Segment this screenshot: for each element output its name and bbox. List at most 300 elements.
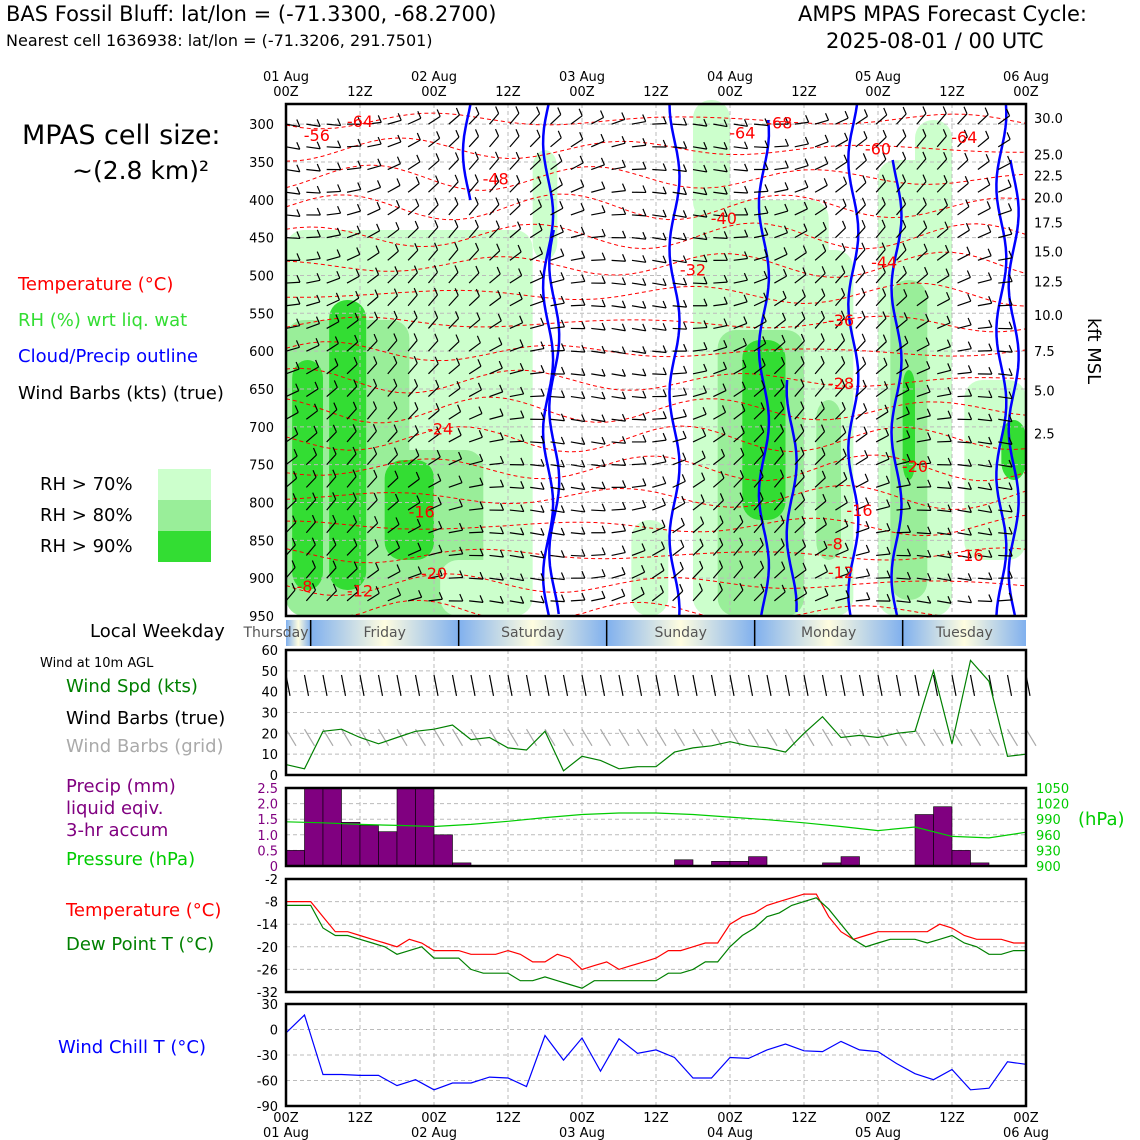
wind-barb <box>897 136 906 146</box>
wind-barb <box>612 531 626 533</box>
wind-barb-flag <box>622 546 625 553</box>
wind-barb <box>958 207 969 215</box>
precip-bar <box>397 788 416 866</box>
precip-label-2: liquid eqiv. <box>66 798 164 819</box>
wind-barb-flag <box>643 500 646 507</box>
pressure-tick-label: 550 <box>249 307 274 323</box>
hpa-unit: (hPa) <box>1078 809 1125 830</box>
wind-barb <box>510 113 519 124</box>
pressure-tick-label: 960 <box>1036 828 1061 844</box>
wind-barb <box>327 213 341 215</box>
wind-barb <box>591 165 604 170</box>
wind-barb-flag <box>455 152 458 159</box>
wind-barb <box>978 303 992 305</box>
wind-barb-flag <box>561 296 564 303</box>
wind-barb <box>286 170 300 172</box>
wind-barb <box>754 147 768 148</box>
wind-barb-flag <box>643 346 646 353</box>
wind-barb-flag <box>684 141 687 148</box>
wind-barb <box>652 283 666 285</box>
wind-barb <box>998 163 1010 170</box>
precip-bar <box>749 857 768 866</box>
wind-barb-true <box>786 675 790 696</box>
precip-bar <box>952 850 971 866</box>
bottom-date-label: 03 Aug <box>558 1126 606 1140</box>
wind-barb-flag <box>623 231 626 238</box>
windchill-tick-label: -60 <box>256 1074 278 1090</box>
wind-barb <box>591 555 605 556</box>
wind-barb <box>591 212 605 215</box>
wind-barb <box>612 260 626 261</box>
wind-barb <box>673 328 687 329</box>
precip-tick-label: 1.5 <box>257 813 278 829</box>
wind-barb-flag <box>806 115 809 122</box>
wind-barb-flag <box>842 243 845 250</box>
wind-barb-flag <box>582 322 585 329</box>
temp-label: Temperature (°C) <box>66 900 222 921</box>
wind-barb-flag <box>643 185 646 192</box>
wind-barb <box>408 162 420 170</box>
wind-barb <box>571 374 585 376</box>
wind-barb-flag <box>602 205 605 212</box>
wind-barb-flag <box>989 367 992 374</box>
wind-barb-grid <box>638 729 648 746</box>
bottom-hour-label: 00Z <box>273 1111 299 1126</box>
wind-barb-flag <box>397 157 400 164</box>
windspd-tick-label: 40 <box>261 685 278 701</box>
wind-barb <box>449 137 459 147</box>
cross-section <box>286 100 1026 616</box>
wind-barb <box>978 161 989 169</box>
wind-barb <box>347 146 361 147</box>
wind-barb-flag <box>643 369 646 376</box>
wind-barb <box>591 260 605 261</box>
wind-barb-flag <box>559 178 562 185</box>
wind-barb-flag <box>968 365 971 372</box>
wind-barb <box>958 349 972 351</box>
wind-barb <box>571 533 585 534</box>
temperature-label: -16 <box>846 501 873 521</box>
wind-barb-flag <box>865 474 868 481</box>
wind-barb <box>367 187 380 192</box>
wind-barb <box>551 279 565 283</box>
weekday-name: Friday <box>363 625 406 641</box>
wind-barb-flag <box>862 220 865 227</box>
wind-barb-true <box>915 675 919 696</box>
wind-barb-flag <box>602 482 605 489</box>
legend-rh: RH (%) wrt liq. wat <box>18 310 188 331</box>
wind-barb-flag <box>558 108 561 115</box>
wind-barb-flag <box>541 505 544 512</box>
wind-barb <box>612 283 626 285</box>
weekday-name: Saturday <box>501 625 565 641</box>
dew-label: Dew Point T (°C) <box>66 934 215 955</box>
wind-barb <box>897 532 911 533</box>
wind-barb <box>774 189 788 192</box>
wind-barb-flag <box>643 162 646 169</box>
wind-barb-flag <box>864 131 867 138</box>
wind-barb-flag <box>903 152 906 159</box>
wind-barb-true <box>897 675 901 696</box>
pressure-tick-label: 500 <box>249 269 274 285</box>
wind-barb <box>428 205 438 215</box>
wind-barb <box>469 532 483 533</box>
wind-barb <box>835 184 846 193</box>
wind-barb-true <box>527 675 531 696</box>
wind-barb-true <box>379 675 383 696</box>
temperature-label: -36 <box>827 311 855 331</box>
wind-barb-flag <box>684 366 687 373</box>
wind-barb-true <box>952 675 956 696</box>
wind-barb-flag <box>663 163 666 170</box>
wind-barb <box>958 325 972 329</box>
temperature-label: -64 <box>346 112 374 132</box>
wind-barb <box>591 141 604 147</box>
wind-barb <box>978 232 991 238</box>
wind-barb-flag <box>496 129 499 136</box>
rh70-label: RH > 70% <box>40 474 133 495</box>
wind-barb-flag <box>456 108 459 115</box>
wind-barb-true <box>878 675 882 696</box>
wind-barb-flag <box>805 180 808 187</box>
wind-barb-flag <box>561 550 564 557</box>
wind-barb-flag <box>516 152 519 159</box>
top-hour-label: 00Z <box>865 85 891 100</box>
precip-bar <box>379 832 398 866</box>
wind-barb-flag <box>602 369 605 376</box>
bottom-date-label: 01 Aug <box>262 1126 310 1140</box>
wind-barb-true <box>638 675 642 696</box>
wind-barb-flag <box>680 562 683 569</box>
wind-barb-true <box>508 675 512 696</box>
wind-barb-grid <box>471 729 481 746</box>
wind-barb-flag <box>622 567 625 574</box>
wind-barb <box>856 457 868 464</box>
precip-bar <box>360 825 379 866</box>
wind-barb-flag <box>843 221 846 228</box>
wind-barb-flag <box>516 106 519 113</box>
wind-barb-flag <box>297 209 300 216</box>
temp-tick-label: -8 <box>265 895 278 911</box>
wind-barb-flag <box>903 129 906 136</box>
wind-barb <box>306 192 320 193</box>
temperature-label: -20 <box>901 457 929 477</box>
wind-barb <box>795 144 809 147</box>
wind-barb-flag <box>663 455 666 462</box>
wind-barb <box>652 123 666 124</box>
wind-barb-flag <box>561 460 564 467</box>
wind-barb-flag <box>663 301 666 308</box>
wind-barb-flag <box>824 200 827 207</box>
wind-barb <box>897 114 907 124</box>
wind-barb-true <box>693 675 697 696</box>
wind-barb <box>327 147 341 148</box>
top-hour-label: 00Z <box>717 85 743 100</box>
wind-barb <box>571 397 585 399</box>
wind-barb <box>571 281 585 283</box>
cloud-outline <box>670 104 680 616</box>
wind-barb-flag <box>622 112 625 119</box>
wind-barb <box>490 159 499 170</box>
wind-barb-flag <box>475 197 478 204</box>
wind-barb-flag <box>540 270 543 277</box>
wind-barb <box>612 574 625 578</box>
kft-axis-label: kft MSL <box>1083 318 1104 385</box>
wind-barb <box>510 182 520 192</box>
wind-barb <box>591 374 605 376</box>
wind-barb-flag <box>663 323 666 330</box>
wind-barb <box>998 600 1012 601</box>
wind-barb <box>652 440 666 442</box>
kft-tick-label: 12.5 <box>1034 275 1063 291</box>
precip-bar <box>915 815 934 866</box>
wind-barb-flag <box>455 197 458 204</box>
wind-barb <box>591 306 605 307</box>
wind-barb-flag <box>989 320 992 327</box>
precip-tick-label: 0.5 <box>257 844 278 860</box>
pressure-tick-label: 800 <box>249 496 274 512</box>
wind-barb <box>673 547 684 556</box>
wind-barb-flag <box>765 184 768 191</box>
wind-barb-flag <box>643 457 646 464</box>
wind-barb-flag <box>1009 227 1012 234</box>
top-date-label: 02 Aug <box>410 70 458 85</box>
wind-barb-flag <box>623 278 626 285</box>
pressure-tick-label: 900 <box>1036 860 1061 875</box>
wind-barb <box>591 442 605 444</box>
wind-barb-flag <box>541 318 544 325</box>
wind-barb-flag <box>1009 322 1012 329</box>
wind-barb <box>673 438 686 442</box>
wind-barb-true <box>619 675 623 696</box>
wind-barb-grid <box>508 729 518 746</box>
wind-barb-flag <box>297 187 300 194</box>
wind-barb-flag <box>541 596 544 603</box>
wind-barb <box>449 115 460 124</box>
rh-swatch-2 <box>158 500 211 531</box>
kft-tick-label: 30.0 <box>1034 112 1063 128</box>
wind-barb <box>612 167 626 170</box>
kft-tick-label: 15.0 <box>1034 245 1063 261</box>
wind-barb-grid <box>989 729 999 746</box>
wind-barb <box>530 601 544 603</box>
temp-tick-label: -14 <box>256 918 278 934</box>
wind-barb-flag <box>623 502 626 509</box>
wind-barb-grid <box>749 729 759 746</box>
wind-barb <box>815 120 828 124</box>
wind-barb <box>713 238 727 239</box>
wind-barb-flag <box>662 498 665 505</box>
wind-barb-flag <box>541 365 544 372</box>
wind-barb-flag <box>867 592 870 599</box>
wind-barb <box>551 327 565 329</box>
wind-barb-flag <box>643 391 646 398</box>
pressure-tick-label: 1050 <box>1036 782 1070 797</box>
wind-barb-grid <box>601 729 611 746</box>
wind-barb-flag <box>943 106 946 113</box>
pressure-tick-label: 1020 <box>1036 797 1070 813</box>
wind-barb-flag <box>683 409 686 416</box>
wind-barb-flag <box>623 480 626 487</box>
wind-barb-flag <box>862 288 865 295</box>
wind-barb-flag <box>602 548 605 555</box>
pressure-tick-label: 750 <box>249 458 274 474</box>
bottom-date-label: 02 Aug <box>410 1126 458 1140</box>
wind-barb <box>998 305 1012 306</box>
wind-barb-flag <box>455 220 458 227</box>
wind-barb-flag <box>683 453 686 460</box>
wind-barb-flag <box>602 229 605 236</box>
wind-barb <box>856 318 865 329</box>
precip-label: Precip (mm) <box>66 776 176 797</box>
wind-barb-flag <box>643 413 646 420</box>
wind-barb <box>652 328 666 330</box>
wind-barb <box>673 416 687 419</box>
wind-barb <box>612 397 626 399</box>
temperature-label: -8 <box>826 534 843 554</box>
windspd-label: Wind Spd (kts) <box>66 676 198 697</box>
wind-barb <box>856 341 865 351</box>
wind-barb-flag <box>867 569 870 576</box>
legend-temperature: Temperature (°C) <box>18 274 174 295</box>
wind-barb <box>632 283 646 285</box>
wind-barb-flag <box>437 131 440 138</box>
wind-barb <box>530 114 539 124</box>
windspd-tick-label: 30 <box>261 706 278 722</box>
wind-barb-flag <box>562 367 565 374</box>
kft-tick-label: 22.5 <box>1034 169 1063 185</box>
rh90-label: RH > 90% <box>40 536 133 557</box>
wind-barb <box>673 373 687 374</box>
windchill-tick-label: -30 <box>256 1049 278 1064</box>
wind-barb <box>428 116 440 124</box>
wind-barb-flag <box>559 154 562 161</box>
wind-barb-flag <box>964 107 967 114</box>
wind-barb-flag <box>988 273 991 280</box>
wind-barb <box>612 306 626 308</box>
wind-barb <box>632 374 646 376</box>
kft-tick-label: 10.0 <box>1034 308 1063 324</box>
wind-barb-flag <box>561 320 564 327</box>
temperature-label: -16 <box>957 545 984 565</box>
wind-barb-grid <box>1008 729 1018 746</box>
wind-barb <box>408 118 421 124</box>
wind-barb-true <box>397 675 401 696</box>
wind-barb <box>490 205 499 215</box>
wind-barb-flag <box>865 450 868 457</box>
wind-barb-grid <box>286 729 296 746</box>
wind-barb-flag <box>436 153 439 160</box>
weekday-name: Tuesday <box>935 625 993 641</box>
top-date-label: 06 Aug <box>1002 70 1050 85</box>
wind-barb <box>510 205 520 215</box>
wind-barb-flag <box>663 368 666 375</box>
wind-barb-flag <box>602 182 605 189</box>
wind-barb-true <box>1008 675 1012 696</box>
wind-barb-true <box>767 675 771 696</box>
wind-barb <box>652 418 666 419</box>
wind-barb <box>856 599 870 600</box>
wind-barb-flag <box>903 107 906 114</box>
wind-barb-flag <box>475 152 478 159</box>
wind-barb <box>673 395 687 397</box>
temperature-label: -40 <box>710 209 737 229</box>
wind-barb-flag <box>541 482 544 489</box>
precip-bar <box>323 788 342 866</box>
temperature-label: -68 <box>766 113 793 133</box>
wind-barb <box>591 510 605 511</box>
wind-barb-flag <box>537 130 540 137</box>
temperature-label: -60 <box>864 139 892 159</box>
wind-barb <box>835 206 846 215</box>
wind-barb <box>734 147 748 149</box>
top-hour-label: 00Z <box>273 85 299 100</box>
wind-barb <box>408 184 419 192</box>
wind-barb-flag <box>663 390 666 397</box>
wind-barb-flag <box>582 392 585 399</box>
wind-barb-flag <box>622 301 625 308</box>
wind-barb-flag <box>496 221 499 228</box>
wind-barb <box>510 136 519 147</box>
wind-barb-true <box>416 675 420 696</box>
wind-barb <box>286 147 300 149</box>
wind-barb-flag <box>681 540 684 547</box>
wind-barb <box>591 487 605 488</box>
wind-barb <box>612 143 626 147</box>
wind-barb-flag <box>663 476 666 483</box>
wind-barb <box>958 301 971 306</box>
wind-barb-grid <box>675 729 685 746</box>
wind-barb-flag <box>1007 132 1010 139</box>
wind-barb <box>734 170 748 171</box>
wind-barb <box>937 441 951 442</box>
wind-barb-grid <box>860 729 870 746</box>
windspd-tick-label: 10 <box>261 748 278 764</box>
pressure-tick-label: 950 <box>249 610 274 625</box>
wind-barb-flag <box>601 110 604 117</box>
wind-barb <box>388 185 400 192</box>
wind-barb-flag <box>663 210 666 217</box>
precip-tick-label: 2.0 <box>257 797 278 813</box>
kft-tick-label: 25.0 <box>1034 148 1063 164</box>
wind-barb-flag <box>602 526 605 533</box>
wind-barb <box>856 552 870 556</box>
wind-barb-flag <box>967 247 970 254</box>
wind-barb-true <box>545 675 549 696</box>
wind-barb-flag <box>561 528 564 535</box>
wind-barb-flag <box>602 569 605 576</box>
wind-barb-flag <box>862 265 865 272</box>
wind-barb-flag <box>435 198 438 205</box>
wind-barb-true <box>582 675 586 696</box>
wind-barb-flag <box>967 270 970 277</box>
rh-area <box>440 560 508 616</box>
wind-barb-true <box>971 675 975 696</box>
wind-barb-grid <box>1026 729 1036 746</box>
wind-barb-flag <box>643 138 646 145</box>
weekday-label: Local Weekday <box>90 621 225 642</box>
wind-barb-grid <box>564 729 574 746</box>
wind-barb-true <box>860 675 864 696</box>
wind-barb <box>978 351 992 352</box>
wind-barb <box>978 185 990 192</box>
wind-barb <box>388 142 401 147</box>
pressure-tick-label: 650 <box>249 382 274 398</box>
wind-barb-grid <box>656 729 666 746</box>
wind-barb-true <box>804 675 808 696</box>
wind-barb-flag <box>989 344 992 351</box>
wind-barb <box>734 192 748 193</box>
